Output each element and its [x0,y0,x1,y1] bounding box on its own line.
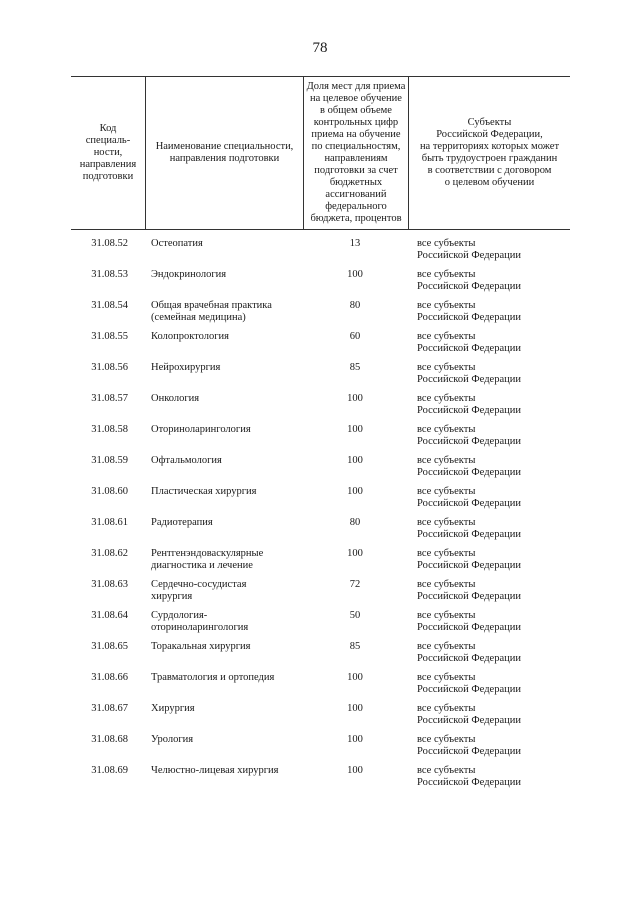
table-row [0,331,640,362]
federation-subjects-line: все субъекты [417,734,476,745]
target-share-percent: 100 [347,548,363,559]
specialty-name-line: Общая врачебная практика [151,300,272,311]
header-name-text: Наименование специальности, направления подготовки [155,140,294,164]
federation-subjects [417,734,567,758]
target-share-percent: 100 [347,672,363,683]
federation-subjects-line: все субъекты [417,455,476,466]
specialty-name-line: Рентгенэндоваскулярные [151,548,264,559]
federation-subjects-line: все субъекты [417,269,476,280]
federation-subjects [417,238,567,262]
specialty-name [151,765,301,777]
table-row [0,641,640,672]
specialty-name [151,579,301,603]
target-share-percent: 100 [347,765,363,776]
specialty-name [151,517,301,529]
specialty-name-line: Сердечно-сосудистая [151,579,247,590]
specialty-name [151,734,301,746]
table-row [0,486,640,517]
specialty-name-line: Радиотерапия [151,517,213,528]
specialty-name [151,331,301,343]
federation-subjects-line: все субъекты [417,424,476,435]
federation-subjects-line: все субъекты [417,672,476,683]
federation-subjects-line: Российской Федерации [417,498,521,509]
specialty-code: 31.08.53 [91,269,128,280]
table-row [0,734,640,765]
target-share-percent: 80 [349,300,361,311]
federation-subjects-line: Российской Федерации [417,653,521,664]
specialty-code: 31.08.55 [91,331,128,342]
federation-subjects-line: все субъекты [417,765,476,776]
federation-subjects-line: все субъекты [417,362,476,373]
specialty-name [151,641,301,653]
federation-subjects [417,672,567,696]
table-row [0,455,640,486]
federation-subjects [417,300,567,324]
specialty-name-line: диагностика и лечение [151,560,253,571]
table-row [0,610,640,641]
federation-subjects [417,579,567,603]
target-share-percent: 50 [349,610,361,621]
federation-subjects-line: Российской Федерации [417,343,521,354]
target-share-percent: 100 [347,703,363,714]
federation-subjects [417,455,567,479]
table-row [0,579,640,610]
target-share-percent: 100 [347,393,363,404]
specialty-name-line: Сурдология- [151,610,208,621]
specialty-code: 31.08.63 [91,579,128,590]
table-row [0,424,640,455]
federation-subjects-line: все субъекты [417,610,476,621]
specialty-name-line: Пластическая хирургия [151,486,257,497]
federation-subjects-line: все субъекты [417,517,476,528]
target-share-percent: 100 [347,486,363,497]
specialty-name [151,610,301,634]
federation-subjects-line: Российской Федерации [417,746,521,757]
federation-subjects [417,393,567,417]
table-row [0,269,640,300]
specialty-name-line: Торакальная хирургия [151,641,251,652]
federation-subjects-line: Российской Федерации [417,250,521,261]
specialty-code: 31.08.62 [91,548,128,559]
specialty-code: 31.08.69 [91,765,128,776]
specialty-code: 31.08.59 [91,455,128,466]
target-share-percent: 100 [347,455,363,466]
target-share-percent: 80 [349,517,361,528]
specialty-code: 31.08.61 [91,517,128,528]
target-share-percent: 100 [347,734,363,745]
specialty-name-line: Эндокринология [151,269,227,280]
federation-subjects-line: Российской Федерации [417,281,521,292]
target-share-percent: 13 [349,238,361,249]
federation-subjects [417,269,567,293]
federation-subjects [417,362,567,386]
specialty-code: 31.08.67 [91,703,128,714]
federation-subjects-line: все субъекты [417,579,476,590]
federation-subjects-line: Российской Федерации [417,777,521,788]
federation-subjects-line: все субъекты [417,238,476,249]
federation-subjects-line: Российской Федерации [417,622,521,633]
header-subjects-text: Субъекты Российской Федерации, на территориях которых может быть трудоустроен гражданин в соответствии с договором о целевом обучении [419,116,560,188]
table-row [0,300,640,331]
federation-subjects [417,641,567,665]
specialty-name [151,455,301,467]
table-row [0,362,640,393]
page-number: 78 [312,40,328,56]
federation-subjects-line: Российской Федерации [417,529,521,540]
table-row [0,672,640,703]
table-row [0,765,640,796]
specialty-name [151,424,301,436]
table-row [0,703,640,734]
specialty-name [151,703,301,715]
specialty-code: 31.08.56 [91,362,128,373]
specialty-name-line: Онкология [151,393,200,404]
specialty-code: 31.08.66 [91,672,128,683]
specialty-code: 31.08.52 [91,238,128,249]
table-row [0,517,640,548]
specialty-name-line: Нейрохирургия [151,362,221,373]
specialty-code: 31.08.60 [91,486,128,497]
federation-subjects [417,765,567,789]
target-share-percent: 100 [347,269,363,280]
federation-subjects-line: все субъекты [417,703,476,714]
federation-subjects [417,703,567,727]
specialty-name [151,672,301,684]
federation-subjects [417,548,567,572]
federation-subjects-line: Российской Федерации [417,715,521,726]
specialty-code: 31.08.68 [91,734,128,745]
specialty-name-line: Остеопатия [151,238,203,249]
federation-subjects-line: все субъекты [417,393,476,404]
header-code-text: Код специаль- ности, направления подготовки [79,122,137,182]
target-share-percent: 100 [347,424,363,435]
specialty-name [151,300,301,324]
specialty-code: 31.08.58 [91,424,128,435]
federation-subjects-line: все субъекты [417,548,476,559]
federation-subjects-line: Российской Федерации [417,436,521,447]
specialty-name-line: (семейная медицина) [151,312,246,323]
federation-subjects [417,610,567,634]
specialty-name [151,548,301,572]
specialty-name-line: Урология [151,734,194,745]
federation-subjects-line: Российской Федерации [417,560,521,571]
header-share-text: Доля мест для приема на целевое обучение в общем объеме контрольных цифр приема на обучение по специальностям, направлениям подготовки за счет бюджетных ассигнований федерального бюджета, процентов [306,80,406,224]
specialty-code: 31.08.65 [91,641,128,652]
federation-subjects-line: все субъекты [417,641,476,652]
table-row [0,393,640,424]
specialty-name [151,486,301,498]
target-share-percent: 85 [349,641,361,652]
federation-subjects-line: Российской Федерации [417,405,521,416]
federation-subjects [417,424,567,448]
specialty-name [151,362,301,374]
specialty-name-line: Хирургия [151,703,195,714]
federation-subjects-line: все субъекты [417,331,476,342]
federation-subjects-line: Российской Федерации [417,467,521,478]
specialty-name [151,238,301,250]
specialty-name-line: хирургия [151,591,193,602]
federation-subjects-line: все субъекты [417,300,476,311]
federation-subjects-line: все субъекты [417,486,476,497]
table-row [0,238,640,269]
specialty-code: 31.08.64 [91,610,128,621]
target-share-percent: 85 [349,362,361,373]
specialty-code: 31.08.54 [91,300,128,311]
federation-subjects [417,331,567,355]
federation-subjects-line: Российской Федерации [417,374,521,385]
federation-subjects [417,486,567,510]
target-share-percent: 60 [349,331,361,342]
specialty-name-line: Челюстно-лицевая хирургия [151,765,279,776]
specialty-name-line: Колопроктология [151,331,229,342]
specialty-code: 31.08.57 [91,393,128,404]
federation-subjects [417,517,567,541]
specialty-name-line: Оториноларингология [151,424,251,435]
table-row [0,548,640,579]
specialty-name-line: оториноларингология [151,622,249,633]
specialty-name [151,269,301,281]
specialty-name-line: Офтальмология [151,455,222,466]
target-share-percent: 72 [349,579,361,590]
federation-subjects-line: Российской Федерации [417,684,521,695]
specialty-name [151,393,301,405]
federation-subjects-line: Российской Федерации [417,591,521,602]
federation-subjects-line: Российской Федерации [417,312,521,323]
specialty-name-line: Травматология и ортопедия [151,672,275,683]
